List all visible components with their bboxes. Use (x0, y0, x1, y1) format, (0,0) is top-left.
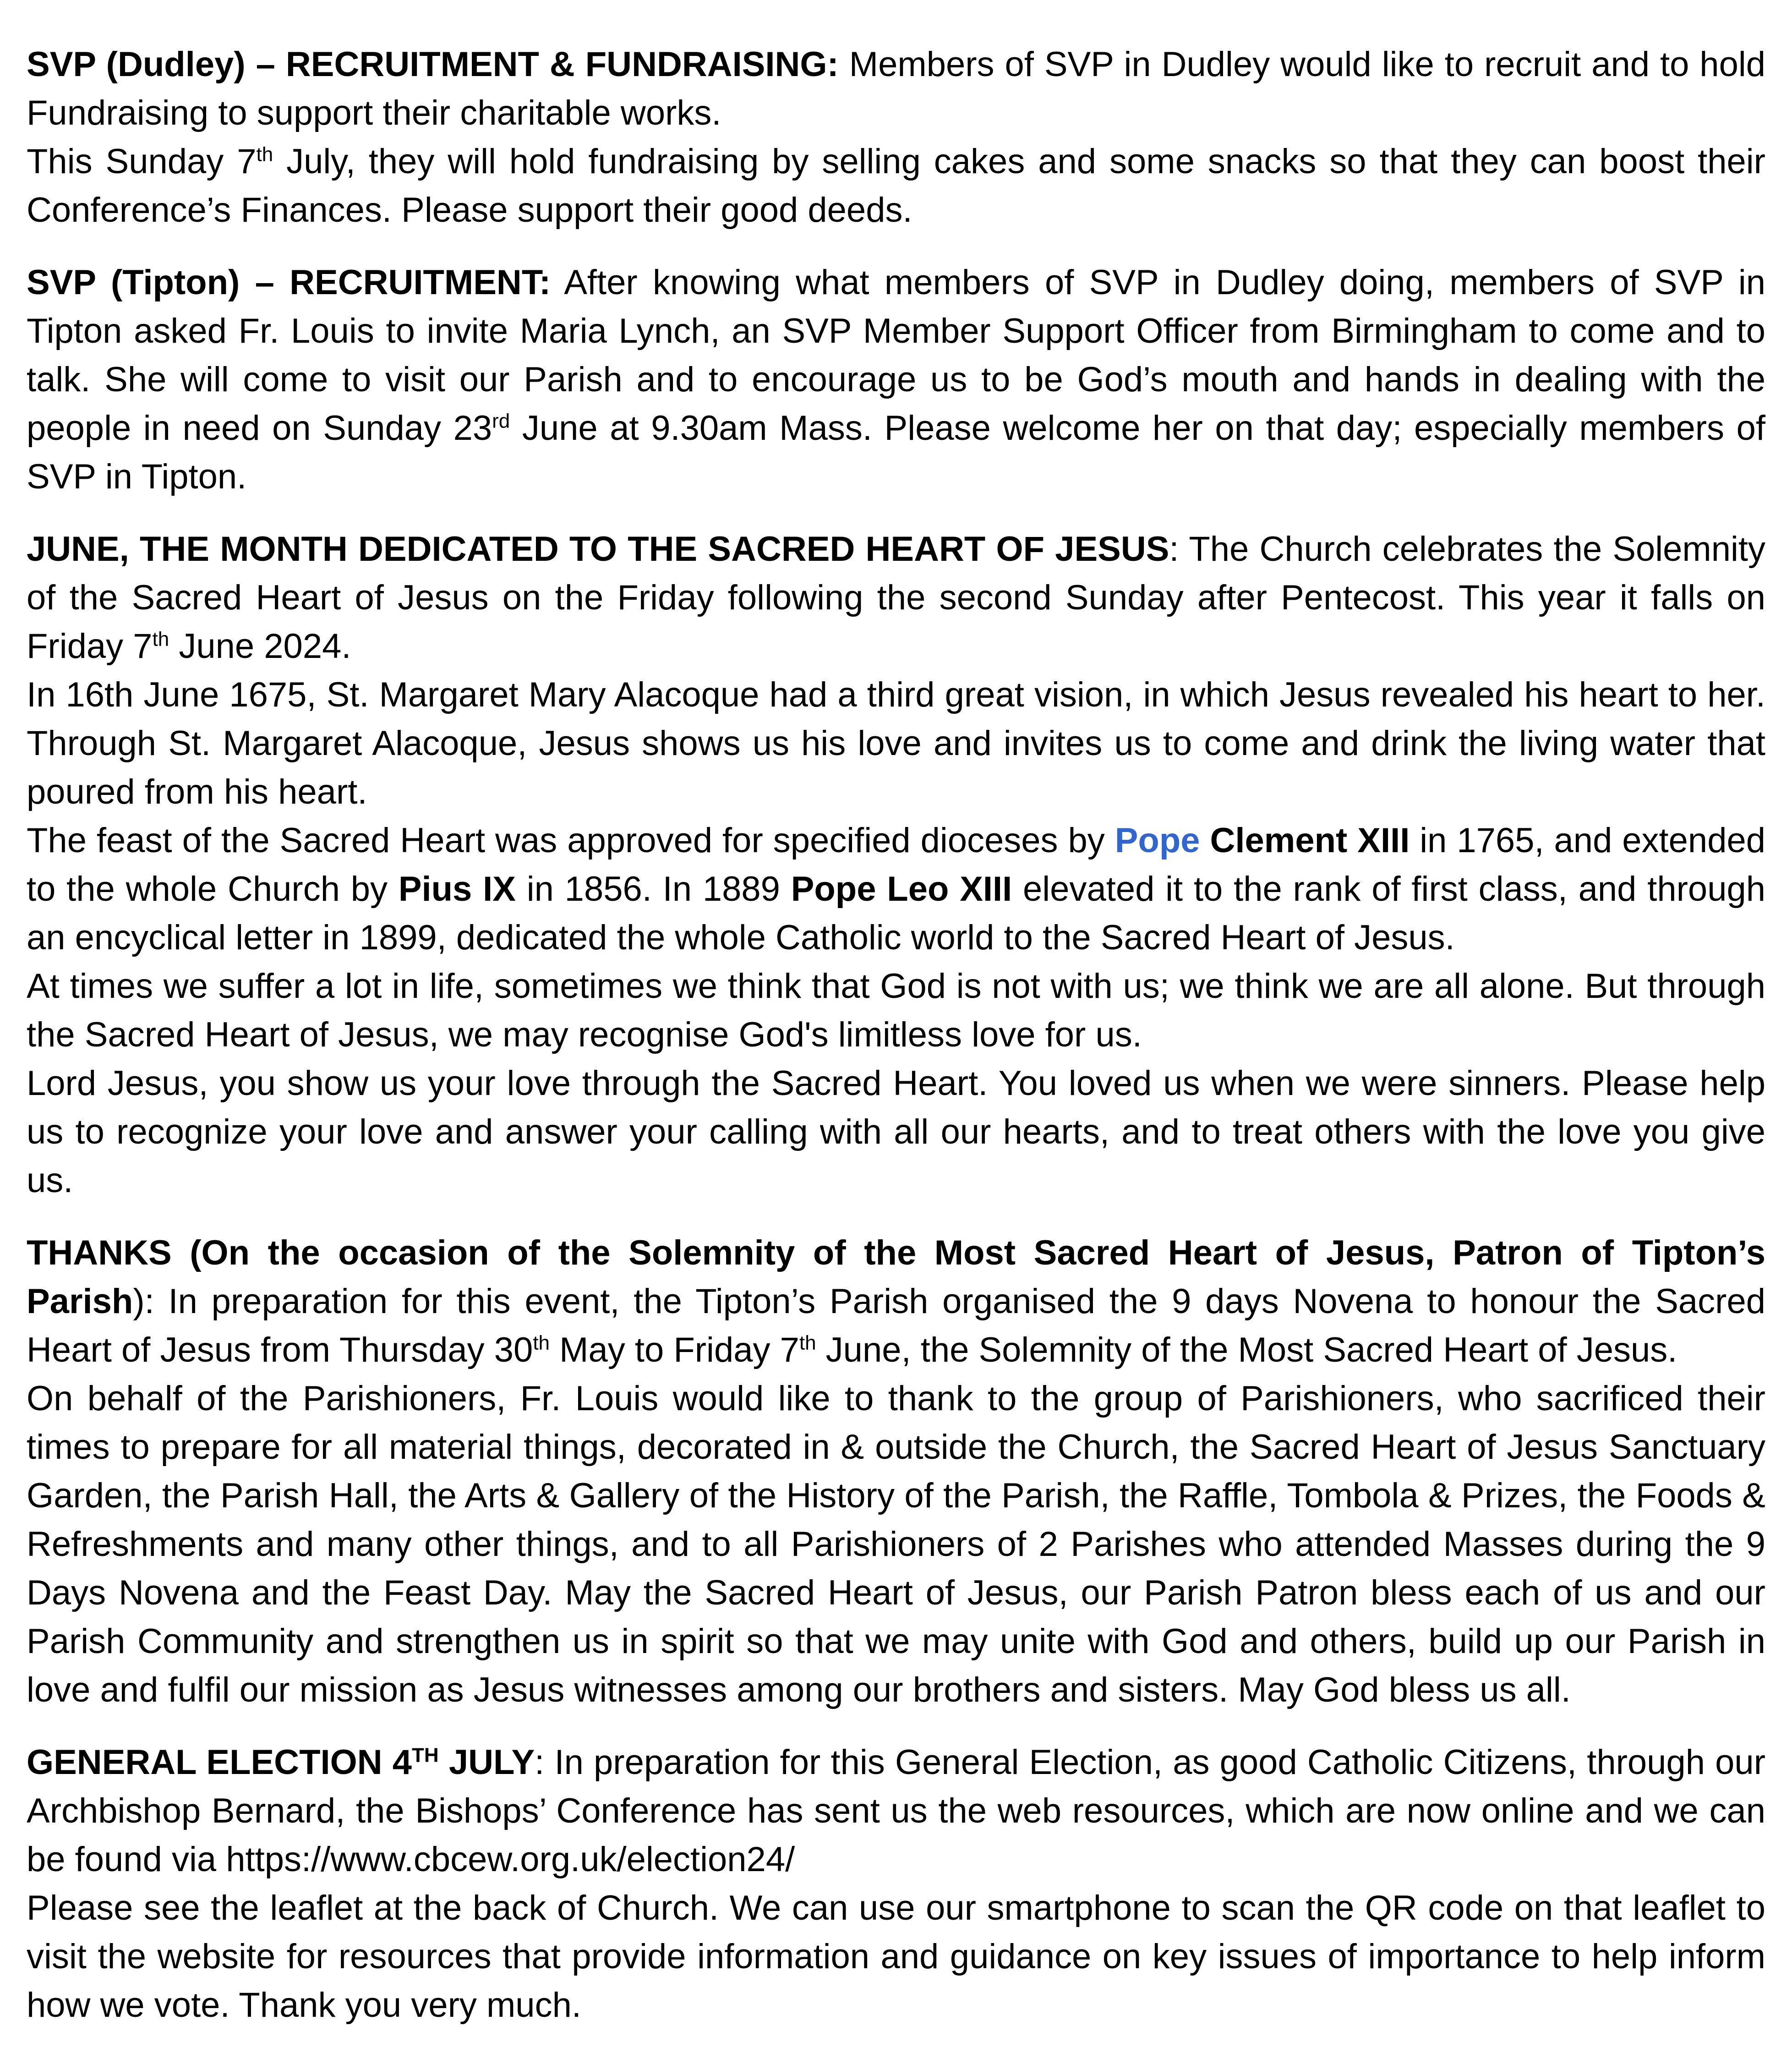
ordinal-suffix: th (256, 143, 273, 166)
section-svp-dudley (27, 40, 1765, 235)
section-title: JUNE, THE MONTH DEDICATED TO THE SACRED HEART OF JESUS (27, 530, 1169, 569)
text: May to Friday 7 (550, 1330, 799, 1369)
paragraph (27, 137, 1765, 235)
paragraph (27, 525, 1765, 671)
text: in 1856. In 1889 (515, 870, 791, 909)
text: June at 9.30am Mass. Please welcome her on that day; especially members of SVP in Tipton. (27, 409, 1765, 496)
section-title: THANKS (On the occasion of the Solemnity of the Most Sacred Heart of Jesus, Patron of Tipton’s Parish (27, 1233, 1765, 1321)
text: The feast of the Sacred Heart was approved for specified dioceses by (27, 821, 1115, 860)
text: June, the Solemnity of the Most Sacred Heart of Jesus. (816, 1330, 1677, 1369)
paragraph: At times we suffer a lot in life, sometimes we think that God is not with us; we think we are all alone. But through the Sacred Heart of Jesus, we may recognise God's limitless love for us. (27, 967, 1765, 1054)
text: ): In preparation for this event, the Tipton’s Parish organised the 9 days Novena to honour the Sacred Heart of Jesus from Thursday 30 (27, 1282, 1765, 1369)
newsletter-page (27, 40, 1765, 2030)
paragraph (27, 258, 1765, 501)
bold-name: Pius IX (398, 870, 516, 909)
text: Members of SVP in Dudley would like to recruit and to hold Fundraising to support their charitable works. (27, 45, 1765, 132)
section-general-election (27, 1738, 1765, 2030)
title-text: JULY (438, 1743, 535, 1782)
ordinal-suffix: th (533, 1331, 550, 1354)
paragraph: Please see the leaflet at the back of Church. We can use our smartphone to scan the QR code on that leaflet to visit the website for resources that provide information and guidance on key issues of importance to help inform how we vote. Thank you very much. (27, 1889, 1765, 2025)
text: in 1765, and extended to the whole Church by (27, 821, 1765, 909)
paragraph: In 16th June 1675, St. Margaret Mary Alacoque had a third great vision, in which Jesus revealed his heart to her. Through St. Margaret Alacoque, Jesus shows us his love and invites us to come and drink the living water that poured from his heart. (27, 675, 1765, 811)
text: After knowing what members of SVP in Dudley doing, members of SVP in Tipton asked Fr. Louis to invite Maria Lynch, an SVP Member Support Officer from Birmingham to come and to talk. She will come to visit our Parish and to encourage us to be God’s mouth and hands in dealing with the people in need on Sunday 23 (27, 263, 1766, 448)
ordinal-suffix: th (152, 628, 169, 651)
text: July, they will hold fundraising by selling cakes and some snacks so that they can boost their Conference’s Finances. Please support their good deeds. (27, 142, 1765, 230)
paragraph (27, 816, 1765, 962)
text: This Sunday 7 (27, 142, 257, 181)
paragraph (27, 1738, 1765, 1884)
pope-link[interactable]: Pope (1115, 821, 1200, 860)
paragraph: On behalf of the Parishioners, Fr. Louis would like to thank to the group of Parishioners, who sacrificed their times to prepare for all material things, decorated in & outside the Church, the Sacred Heart of Jesus Sanctuary Garden, the Parish Hall, the Arts & Gallery of the History of the Parish, the Raffle, Tombola & Prizes, the Foods & Refreshments and many other things, and to all Parishioners of 2 Parishes who attended Masses during the 9 Days Novena and the Feast Day. May the Sacred Heart of Jesus, our Parish Patron bless each of us and our Parish Community and strengthen us in spirit so that we may unite with God and others, build up our Parish in love and fulfil our mission as Jesus witnesses among our brothers and sisters. May God bless us all. (27, 1379, 1765, 1709)
section-thanks (27, 1229, 1765, 1714)
bold-name: Pope Leo XIII (791, 870, 1012, 909)
title-text: GENERAL ELECTION 4 (27, 1743, 412, 1782)
ordinal-suffix: TH (412, 1744, 439, 1767)
text: : The Church celebrates the Solemnity of the Sacred Heart of Jesus on the Friday following the second Sunday after Pentecost. This year it falls on Friday 7 (27, 530, 1766, 666)
section-title: SVP (Dudley) – RECRUITMENT & FUNDRAISING: (27, 45, 839, 84)
paragraph (27, 1229, 1765, 1374)
bold-name: Clement XIII (1210, 821, 1410, 860)
text: June 2024. (169, 627, 351, 666)
paragraph: Lord Jesus, you show us your love through the Sacred Heart. You loved us when we were sinners. Please help us to recognize your love and answer your calling with all our hearts, and to treat others with the love you give us. (27, 1064, 1765, 1200)
section-title: SVP (Tipton) – RECRUITMENT: (27, 263, 551, 302)
text: : In preparation for this General Election, as good Catholic Citizens, through our Archbishop Bernard, the Bishops’ Conference has sent us the web resources, which are now online and we can be found via https://www.cbcew.org.uk/election24/ (27, 1743, 1765, 1879)
paragraph (27, 40, 1765, 137)
section-svp-tipton (27, 258, 1765, 501)
section-title (27, 1743, 535, 1782)
ordinal-suffix: th (799, 1331, 816, 1354)
section-sacred-heart-month (27, 525, 1765, 1205)
ordinal-suffix: rd (492, 410, 510, 432)
text: elevated it to the rank of first class, and through an encyclical letter in 1899, dedicated the whole Catholic world to the Sacred Heart of Jesus. (27, 870, 1765, 957)
